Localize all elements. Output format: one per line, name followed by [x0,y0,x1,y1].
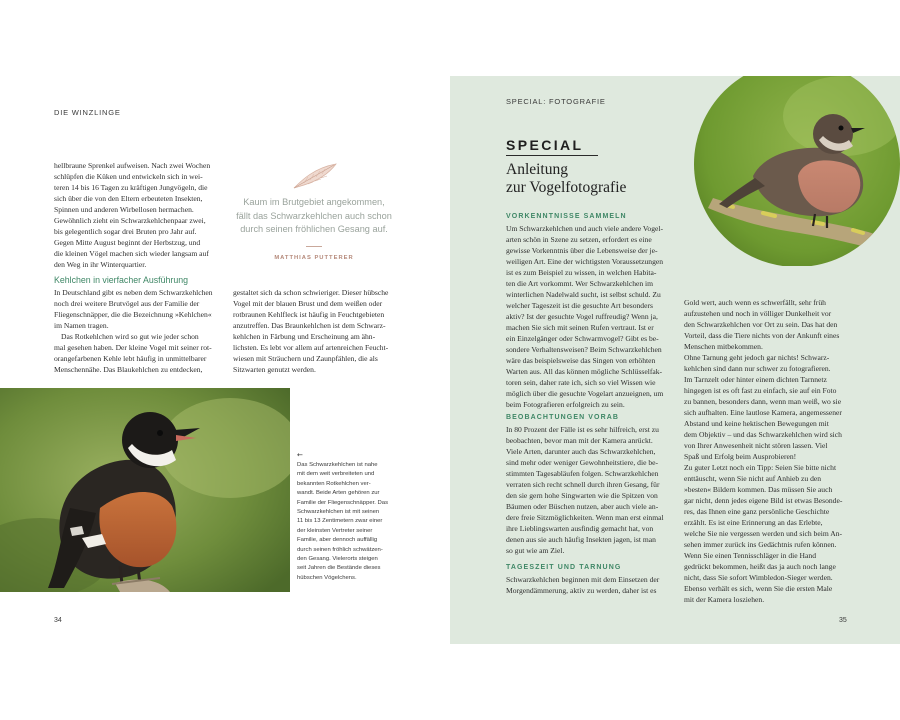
left-col1-text [54,160,228,270]
section2-text [506,424,682,556]
caption-line: der kleinsten Vertreter seiner [297,527,373,534]
text-line: sind mehr oder weniger Gewohnheitstiere, die be- [506,458,659,467]
text-line: Gold wert, auch wenn es schwerfällt, sehr früh [684,298,826,307]
text-line: hellbraune Sprenkel aufweisen. Nach zwei Wochen [54,161,211,170]
text-line: res, das Ihnen eine ganz persönliche Geschichte [684,507,830,516]
text-line: kehlchen in Färbung und Erscheinung am ähn- [233,332,376,341]
caption-line: Familie, aber dennoch auffällig [297,537,378,544]
text-line: welche Sie nie vergessen werden und sich beim An- [684,529,843,538]
text-line: erzählt. Es ist eine Erinnerung an das Erlebte, [684,518,823,527]
title-line: zur Vogelfotografie [506,179,627,196]
text-line: noch drei weitere Brutvögel aus der Familie der [54,299,200,308]
text-line: Ebenso verhält es sich, wenn Sie die ersten Male [684,584,833,593]
text-line: sondere Verhaltensweisen? Beim Schwarzkehlchen [506,345,662,354]
page-number-left: 34 [54,617,62,624]
text-line: Wenn Sie einen Tennisschläger in die Hand [684,551,816,560]
text-line: lichsten. Es lebt vor allem auf artenreichen Feucht- [233,343,389,352]
text-line: gar nicht, denn jedes eigene Bild ist etwas Besonde- [684,496,843,505]
text-line: gestaltet sich da schon schwieriger. Dieser hübsche [233,288,389,297]
text-line: ist es zum Beispiel zu wissen, in welchen Habita- [506,268,657,277]
text-line: Fliegenschnäpper, die die Bezeichnung »Kehlchen« [54,310,212,319]
text-line: möglich über die gesuchte Vogelart anzueignen, um [506,389,664,398]
text-line: wiesen mit Sträuchern und Zaunpfählen, die als [233,354,378,363]
text-line: von Ihrer Anwesenheit nicht stören lassen. Viel [684,441,828,450]
text-line: dere freie Sitzmöglichkeiten. Wenn man erst einmal [506,513,664,522]
text-line: ihre Lieblingswarten ausfindig gemacht hat, von [506,524,654,533]
text-line: zu bannen, besonders dann, wenn man weiß, wo sie [684,397,842,406]
section-head-tageszeit: TAGESZEIT UND TARNUNG [506,564,622,571]
text-line: winterlichen Nadelwald sucht, ist selbst schuld. Zu [506,290,661,299]
text-line: im Namen tragen. [54,321,109,330]
text-line: beim Fotografieren erfolgreich zu sein. [506,400,625,409]
caption-line: hübschen Vögelchens. [297,574,357,581]
text-line: enttäuscht, wenn Sie nicht auf Anhieb zu den [684,474,822,483]
left-col1b-text [54,287,228,375]
text-line: hingegen ist es oft fast zu einfach, sie auf ein Foto [684,386,837,395]
quote-line: fällt das Schwarzkehlchen auch schon [236,210,392,221]
text-line: so gut wie am Ziel. [506,546,565,555]
page-number-right: 35 [839,617,847,624]
text-line: Morgendämmerung, aktiv zu werden, daher ist es [506,586,657,595]
text-line: beobachten, bevor man mit der Kamera anrückt. [506,436,653,445]
caption-line: mit dem weit verbreiteten und [297,471,375,478]
quote-line: durch seinen fröhlichen Gesang auf. [240,224,388,234]
text-line: Sitzwarten genutzt werden. [233,365,316,374]
text-line: Spaß und Erfolg beim Ausprobieren! [684,452,797,461]
text-line: ten die Art vorkommt. Wer Schwarzkehlchen im [506,279,654,288]
text-line: Menschen mitbekommen. [684,342,763,351]
pull-quote [226,196,402,237]
section-head-vorkenntnisse: VORKENNTNISSE SAMMELN [506,213,627,220]
text-line: machen Sie sich mit seinen Rufen vertraut. Ist er [506,323,654,332]
text-line: schlüpfen die Küken und entwickeln sich in wei- [54,172,203,181]
running-head-right: SPECIAL: FOTOGRAFIE [506,97,606,106]
text-line: kehlchen sind dann nur schwer zu fotografieren. [684,364,831,373]
article-title [506,161,626,197]
text-line: anzutreffen. Das Braunkehlchen ist dem Schwarz- [233,321,386,330]
text-line: Zu guter Letzt noch ein Tipp: Seien Sie bitte nicht [684,463,837,472]
text-line: aufzustehen und noch in völliger Dunkelheit vor [684,309,832,318]
title-line: Anleitung [506,161,568,178]
text-line: den sie gern hohe Singwarten wie die Spitzen von [506,491,658,500]
text-line: denen aus sie auch häufig Insekten jagen, ist man [506,535,656,544]
text-line: toren sein, daher rate ich, sich so viel Wissen wie [506,378,656,387]
text-line: nicht, dass Sie sofort Wimbledon-Sieger werden. [684,573,833,582]
photo-caption [297,461,397,583]
text-line: Gegen Mitte August beginnt der Herbstzug, und [54,238,201,247]
caption-line: wandt. Beide Arten gehören zur [297,490,380,497]
text-line: Um Schwarzkehlchen und auch viele andere Vogel- [506,224,664,233]
text-line: rotbraunen Kehlfleck ist häufig in Feuchtgebieten [233,310,385,319]
stonechat-photo-right [693,76,900,266]
special-rule [506,155,598,156]
text-line: Vogel mit der blauen Brust und dem weißen oder [233,299,383,308]
text-line: Viele Arten, darunter auch das Schwarzkehlchen, [506,447,656,456]
left-col2-text [233,287,413,375]
running-head-left: DIE WINZLINGE [54,108,121,117]
text-line: dem Objektiv – und das Schwarzkehlchen wird sich [684,430,842,439]
text-line: ein Einzelgänger oder Schwarmvogel? Gibt es be- [506,334,659,343]
text-line: bis gelegentlich sogar drei Bruten pro Jahr auf. [54,227,197,236]
quote-line: Kaum im Brutgebiet angekommen, [243,197,385,207]
stonechat-photo-left [0,388,290,592]
text-line: mit der Kamera losziehen. [684,595,765,604]
section-head-beobachtungen: BEOBACHTUNGEN VORAB [506,414,620,421]
right-col2-text [684,297,866,605]
caption-line: Schwarzkehlchen ist mit seinen [297,509,380,516]
caption-line: den Gesang. Vielerorts steigen [297,556,378,563]
caption-line: bekannten Rotkehlchen ver- [297,480,371,487]
text-line: Das Rotkehlchen wird so gut wie jeder schon [61,332,199,341]
text-line: weiligen Art. Eine der wichtigsten Voraussetzungen [506,257,664,266]
quote-author: MATTHIAS PUTTERER [274,255,354,261]
text-line: In Deutschland gibt es neben dem Schwarzkehlchen [54,288,213,297]
text-line: Bäumen oder Büschen nutzen, aber auch viele an- [506,502,659,511]
text-line: gewisse Vorkenntnis über die Lebensweise der je- [506,246,658,255]
text-line: Im Tarnzelt oder hinter einem dichten Tarnnetz [684,375,827,384]
text-line: arten schön in Szene zu setzen, erfordert es eine [506,235,652,244]
text-line: Abstand und keine hektischen Bewegungen mit [684,419,829,428]
section3-text [506,574,682,596]
text-line: teren 14 bis 16 Tagen zu kräftigen Jungvögeln, die [54,183,208,192]
text-line: »besten« Bildern kommen. Das müssen Sie auch [684,485,833,494]
text-line: stimmten Tagesabläufen folgen. Schwarzkehlchen [506,469,659,478]
text-line: sich aufhalten. Eine lautlose Kamera, angemessener [684,408,842,417]
text-line: gedrückt bekommen, heißt das ja auch noch lange [684,562,836,571]
text-line: sehen immer zurück ins Gedächtnis rufen können. [684,540,837,549]
caption-line: Das Schwarzkehlchen ist nahe [297,462,378,468]
text-line: Menschennähe. Das Blaukehlchen zu entdecken, [54,365,203,374]
text-line: den Weg in ihr Winterquartier. [54,260,147,269]
caption-line: 11 bis 13 Zentimetern zwar einer [297,518,383,525]
subhead-kehlchen: Kehlchen in vierfacher Ausführung [54,275,188,285]
caption-line: Familie der Fliegenschnäpper. Das [297,499,389,506]
text-line: die kleinen Vögel machen sich wieder langsam auf [54,249,209,258]
caption-line: durch seinen fröhlich schwätzen- [297,546,383,553]
special-label: SPECIAL [506,137,584,153]
text-line: Gewöhnlich zieht ein Schwarzkehlchenpaar zwei, [54,216,206,225]
text-line: Schwarzkehlchen beginnen mit dem Einsetzen der [506,575,660,584]
quote-divider [306,246,322,247]
text-line: verraten sich recht schnell durch ihren Gesang, für [506,480,660,489]
text-line: In 80 Prozent der Fälle ist es sehr hilfreich, erst zu [506,425,659,434]
text-line: aktiv? Ist der gesuchte Vogel ruffreudig? Wenn ja, [506,312,658,321]
section1-text [506,223,682,410]
text-line: den Schwarzkehlchen vor Ort zu sein. Das hat den [684,320,838,329]
text-line: Spinnen und anderen Wirbellosen hermachen. [54,205,194,214]
text-line: Ohne Tarnung geht jedoch gar nichts! Schwarz- [684,353,830,362]
feather-icon [290,158,340,194]
text-line: orangefarbenen Kehle lebt häufig in unmittelbarer [54,354,207,363]
caption-line: seit Jahren die Bestände dieses [297,565,381,572]
text-line: Vorteil, dass die Tiere nichts von der Ankunft eines [684,331,840,340]
text-line: mal gesehen haben. Der kleine Vogel mit seiner rot- [54,343,212,352]
text-line: wäre das beispielsweise das Singen von erhöhten [506,356,656,365]
arrow-left-icon: ← [297,451,303,459]
text-line: Warten aus. All das können mögliche Schlüsselfak- [506,367,663,376]
text-line: sich über die von den Eltern erbeuteten Insekten, [54,194,203,203]
text-line: welcher Tageszeit ist die gesuchte Art besonders [506,301,653,310]
